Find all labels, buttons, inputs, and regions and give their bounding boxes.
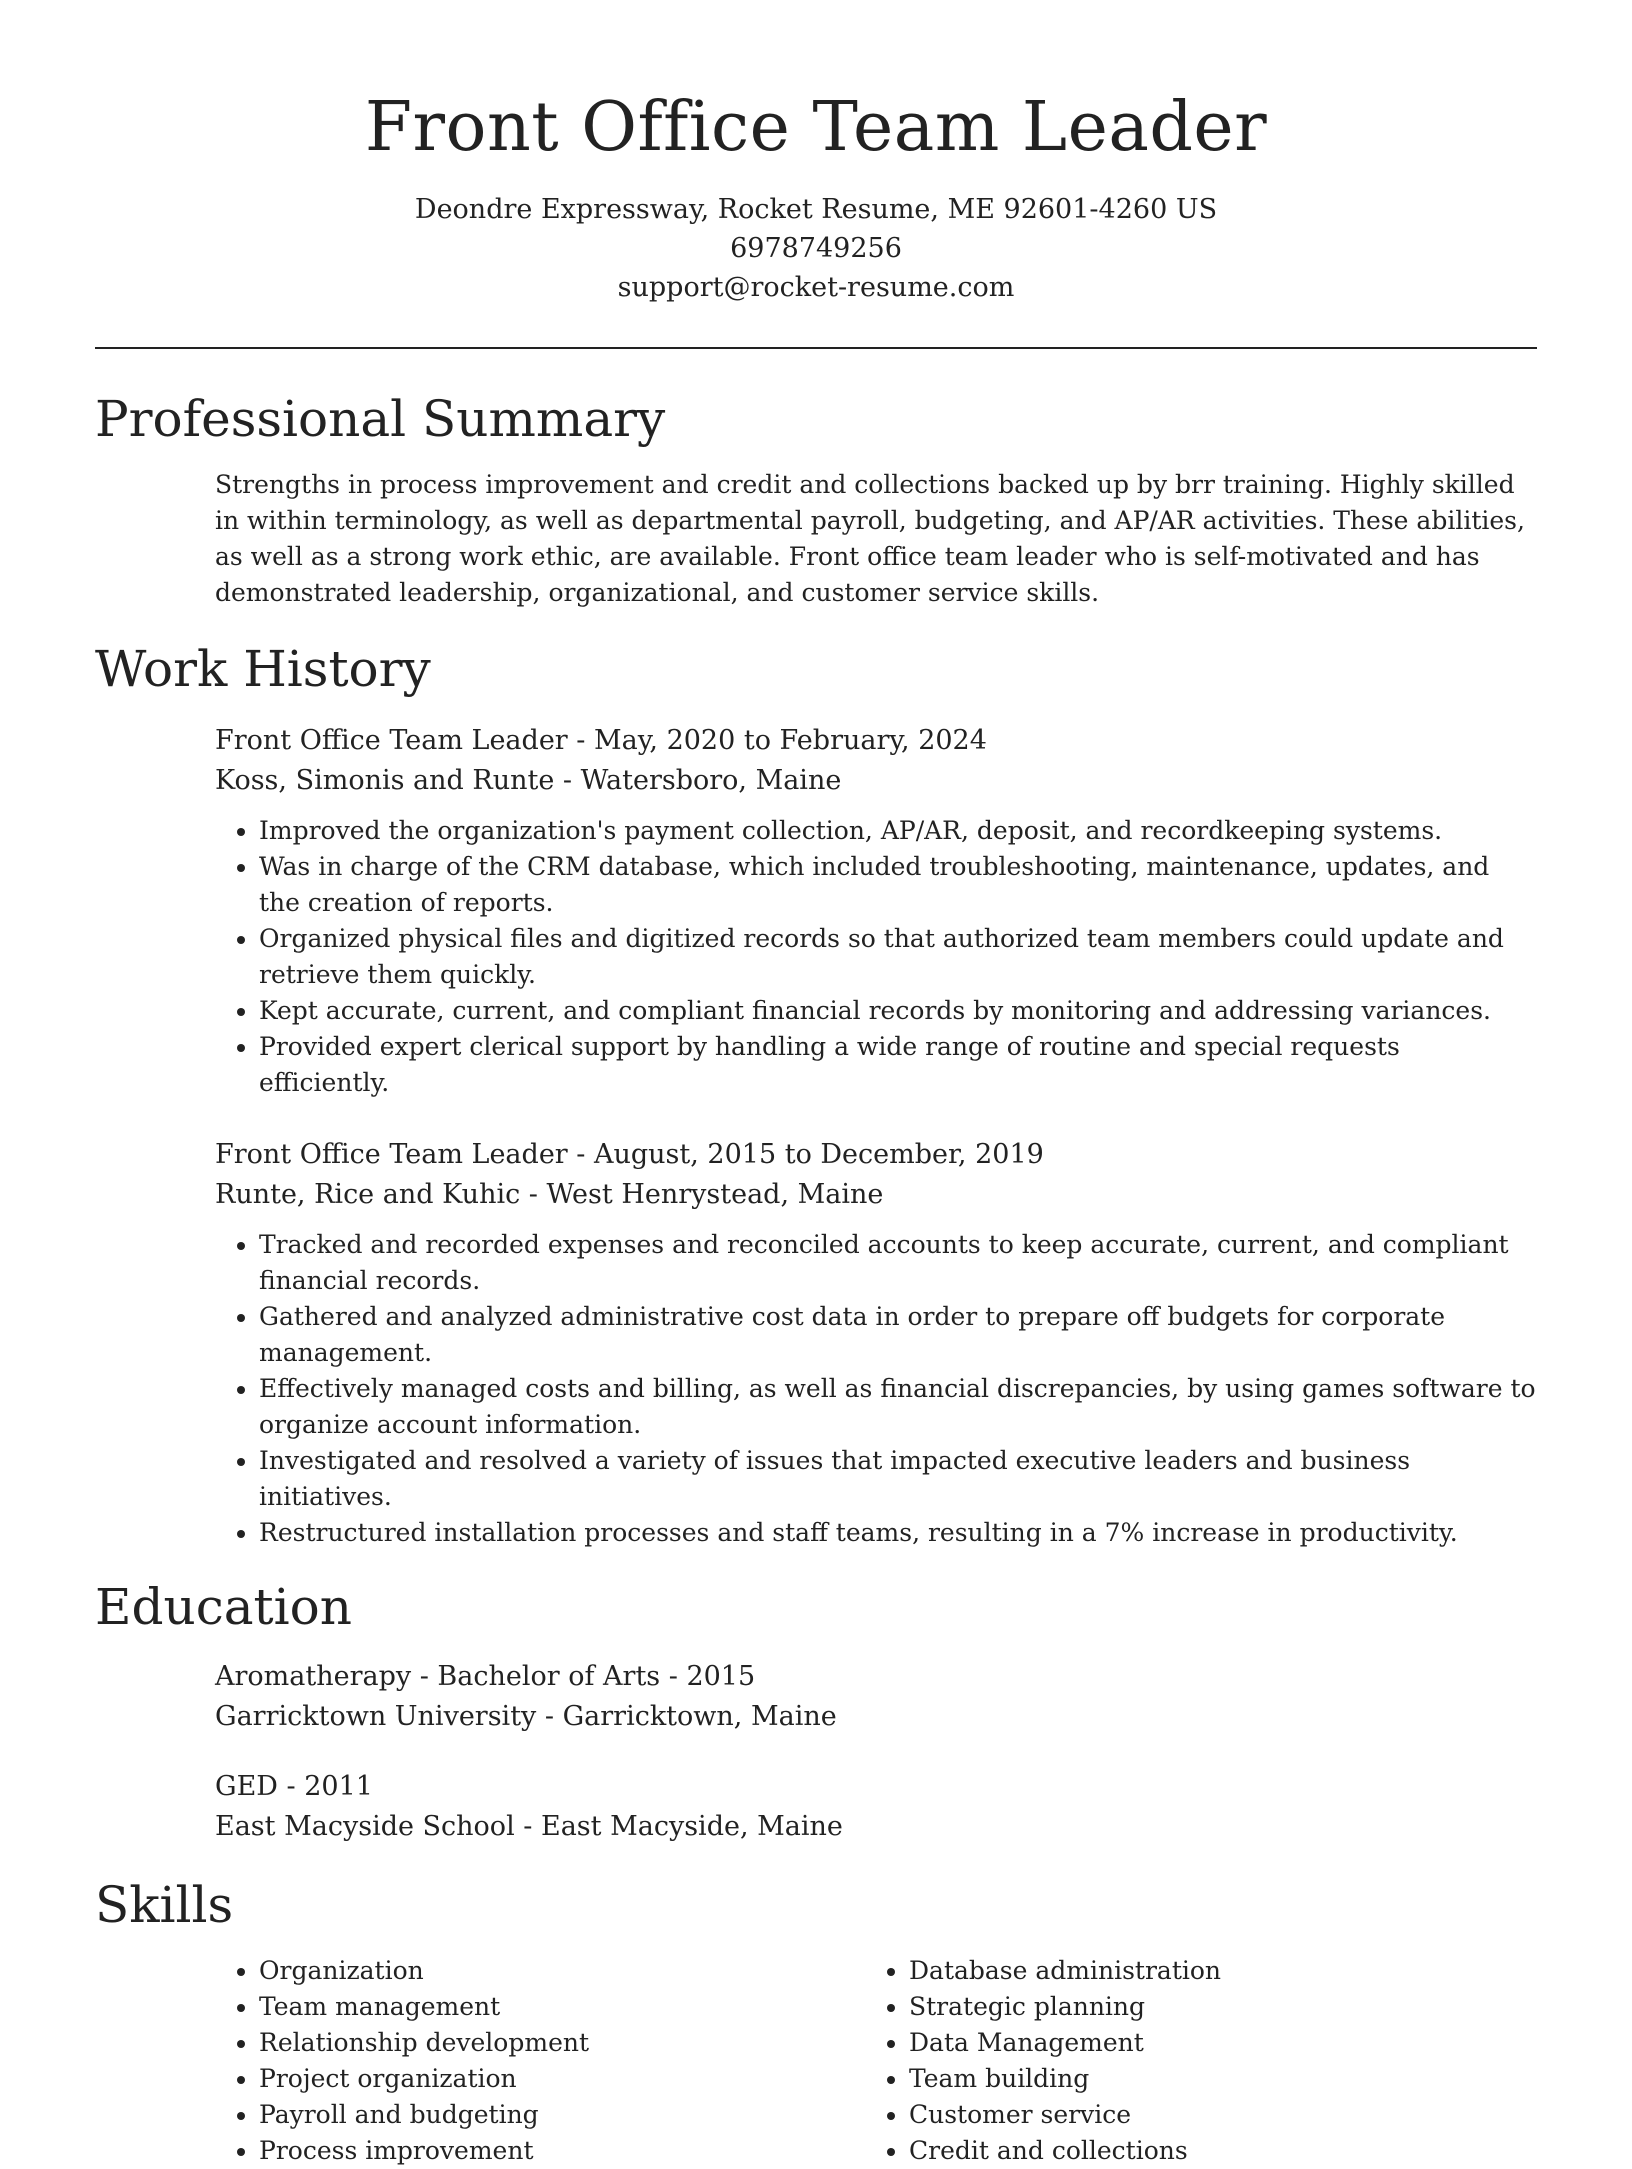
job-employer-location: Koss, Simonis and Runte - Watersboro, Maine — [215, 765, 842, 796]
job-bullet: • Tracked and recorded expenses and reconciled accounts to keep accurate, current, and compliant financial records. — [259, 1227, 1537, 1299]
skill-item: • Relationship development — [259, 2025, 865, 2061]
skill-item: • Team management — [259, 1989, 865, 2025]
skill-item: • Strategic planning — [909, 1989, 1515, 2025]
job-bullet: • Effectively managed costs and billing, as well as financial discrepancies, by using games software to organize account information. — [259, 1371, 1537, 1443]
education-degree: GED - 2011 — [215, 1771, 373, 1802]
skill-item: • Credit and collections — [909, 2133, 1515, 2169]
education-school: East Macyside School - East Macyside, Maine — [215, 1811, 843, 1842]
skills-grid — [215, 1953, 1537, 2169]
skills-heading: Skills — [95, 1876, 234, 1934]
skill-item: • Customer service — [909, 2097, 1515, 2133]
summary-heading: Professional Summary — [95, 390, 666, 448]
job-bullet: • Investigated and resolved a variety of issues that impacted executive leaders and business initiatives. — [259, 1443, 1537, 1515]
education-entry — [215, 1767, 1537, 1847]
education-heading: Education — [95, 1578, 352, 1636]
work-history-heading: Work History — [95, 640, 431, 698]
resume-header — [95, 0, 1537, 307]
job-bullets — [215, 1227, 1537, 1551]
skills-column-left — [215, 1953, 865, 2169]
contact-phone: 6978749256 — [730, 233, 902, 264]
job-bullet: • Provided expert clerical support by handling a wide range of routine and special requests efficiently. — [259, 1029, 1537, 1101]
skill-item: • Database administration — [909, 1953, 1515, 1989]
job-bullet: • Improved the organization's payment collection, AP/AR, deposit, and recordkeeping systems. — [259, 813, 1537, 849]
education-degree: Aromatherapy - Bachelor of Arts - 2015 — [215, 1661, 756, 1692]
resume-name: Front Office Team Leader — [364, 88, 1268, 167]
job-title-dates: Front Office Team Leader - May, 2020 to February, 2024 — [215, 725, 987, 756]
job-bullets — [215, 813, 1537, 1101]
education-entry — [215, 1657, 1537, 1737]
job-bullet: • Restructured installation processes and staff teams, resulting in a 7% increase in productivity. — [259, 1515, 1537, 1551]
skill-item: • Data Management — [909, 2025, 1515, 2061]
summary-text: Strengths in process improvement and credit and collections backed up by brr training. Highly skilled in within terminology, as well as departmental payroll, budgeting, and AP/AR activities. These abilities, as well as a strong work ethic, are available. Front office team leader who is self-motivated and has demonstrated leadership, organizational, and customer service skills. — [215, 470, 1525, 607]
job-bullet: • Was in charge of the CRM database, which included troubleshooting, maintenance, updates, and the creation of reports. — [259, 849, 1537, 921]
job-entry — [215, 1135, 1537, 1551]
job-title-dates: Front Office Team Leader - August, 2015 to December, 2019 — [215, 1139, 1044, 1170]
skill-item: • Process improvement — [259, 2133, 865, 2169]
skill-item: • Organization — [259, 1953, 865, 1989]
education-school: Garricktown University - Garricktown, Maine — [215, 1701, 837, 1732]
skill-item: • Team building — [909, 2061, 1515, 2097]
job-bullet: • Organized physical files and digitized records so that authorized team members could update and retrieve them quickly. — [259, 921, 1537, 993]
job-bullet: • Kept accurate, current, and compliant financial records by monitoring and addressing variances. — [259, 993, 1537, 1029]
skill-item: • Payroll and budgeting — [259, 2097, 865, 2133]
contact-info — [95, 190, 1537, 307]
skill-item: • Project organization — [259, 2061, 865, 2097]
header-divider — [95, 347, 1537, 349]
contact-email: support@rocket-resume.com — [617, 272, 1015, 303]
contact-address: Deondre Expressway, Rocket Resume, ME 92601-4260 US — [414, 194, 1218, 225]
job-bullet: • Gathered and analyzed administrative cost data in order to prepare off budgets for corporate management. — [259, 1299, 1537, 1371]
job-employer-location: Runte, Rice and Kuhic - West Henrystead, Maine — [215, 1179, 884, 1210]
skills-column-right — [865, 1953, 1515, 2169]
job-entry — [215, 721, 1537, 1101]
